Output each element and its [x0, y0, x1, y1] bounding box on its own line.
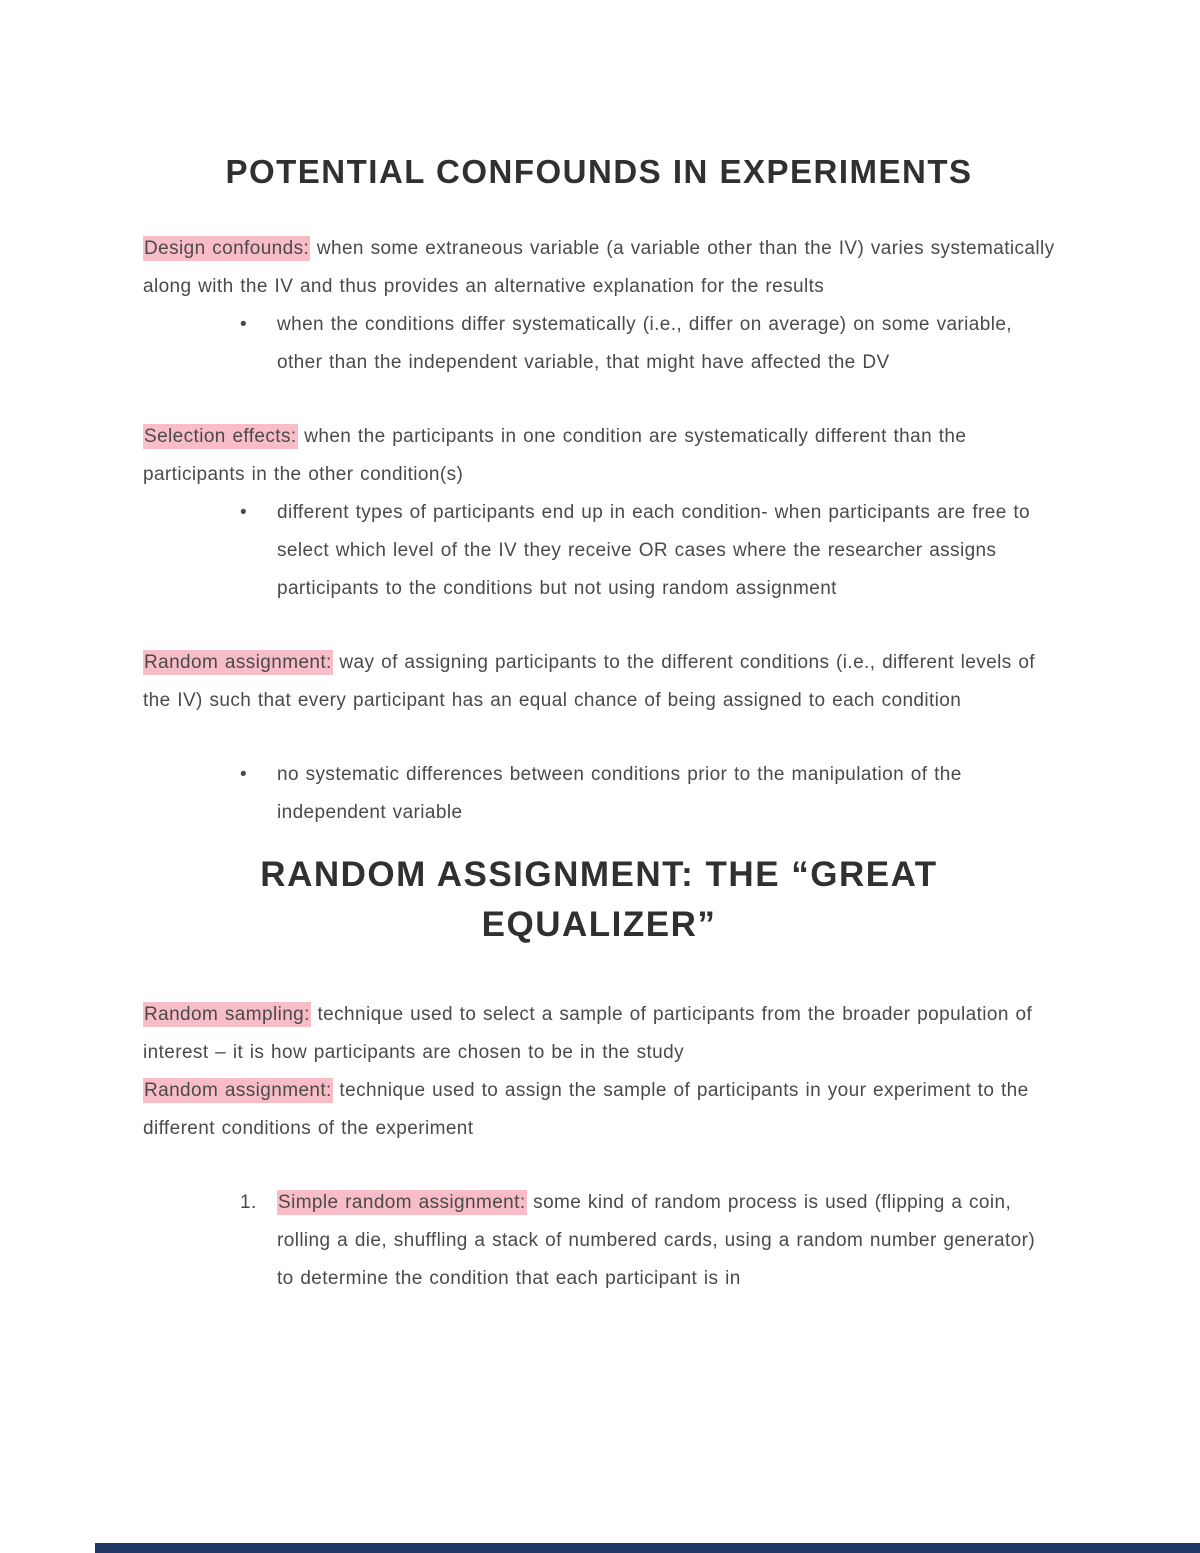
number-marker: 1. — [240, 1191, 257, 1213]
highlighted-term-design-confounds: Design confounds: — [144, 237, 310, 259]
paragraph-random-sampling — [143, 996, 1055, 1072]
footer-bar — [95, 1543, 1200, 1553]
paragraph-text: when some extraneous variable (a variable other than the IV) varies systematically along with the IV and thus provides an alternative explanation for the results — [143, 237, 1055, 297]
paragraph-text: way of assigning participants to the different conditions (i.e., different levels of the IV) such that every participant has an equal chance of being assigned to each condition — [143, 651, 1035, 711]
bullet-marker: • — [240, 763, 248, 785]
paragraph-text: technique used to assign the sample of participants in your experiment to the different conditions of the experiment — [143, 1079, 1029, 1139]
bullet-item-random — [240, 756, 1055, 832]
section-heading-random-assignment — [143, 850, 1055, 950]
bullet-item-selection — [240, 494, 1055, 608]
bullet-marker: • — [240, 313, 248, 335]
bullet-text: no systematic differences between conditions prior to the manipulation of the independent variable — [277, 763, 962, 823]
heading-line-2: EQUALIZER” — [481, 904, 717, 944]
highlighted-term-random-sampling: Random sampling: — [144, 1003, 310, 1025]
highlighted-term-selection-effects: Selection effects: — [144, 425, 297, 447]
paragraph-random-assignment-2 — [143, 1072, 1055, 1148]
highlighted-term-simple-random-assignment: Simple random assignment: — [278, 1191, 526, 1213]
heading-line-1: RANDOM ASSIGNMENT: THE “GREAT — [260, 854, 938, 894]
paragraph-random-assignment — [143, 644, 1055, 720]
highlighted-term-random-assignment: Random assignment: — [144, 651, 332, 673]
highlighted-term-random-assignment-2: Random assignment: — [144, 1079, 332, 1101]
page-title: POTENTIAL CONFOUNDS IN EXPERIMENTS — [225, 153, 973, 190]
paragraph-design-confounds — [143, 230, 1055, 306]
bullet-text: different types of participants end up in each condition- when participants are free to select which level of the IV they receive OR cases where the researcher assigns participants to the conditions but not using random assignment — [277, 501, 1030, 599]
paragraph-selection-effects — [143, 418, 1055, 494]
paragraph-text: technique used to select a sample of participants from the broader population of interest – it is how participants are chosen to be in the study — [143, 1003, 1033, 1063]
bullet-item-design — [240, 306, 1055, 382]
numbered-item-simple-random-assignment — [240, 1184, 1055, 1298]
paragraph-text: when the participants in one condition are systematically different than the participants in the other condition(s) — [143, 425, 967, 485]
numbered-item-text — [277, 1184, 1055, 1298]
bullet-text: when the conditions differ systematically (i.e., differ on average) on some variable, other than the independent variable, that might have affected the DV — [277, 313, 1012, 373]
bullet-marker: • — [240, 501, 248, 523]
paragraph-text: some kind of random process is used (flipping a coin, rolling a die, shuffling a stack of numbered cards, using a random number generator) to determine the condition that each participant is in — [277, 1191, 1036, 1289]
